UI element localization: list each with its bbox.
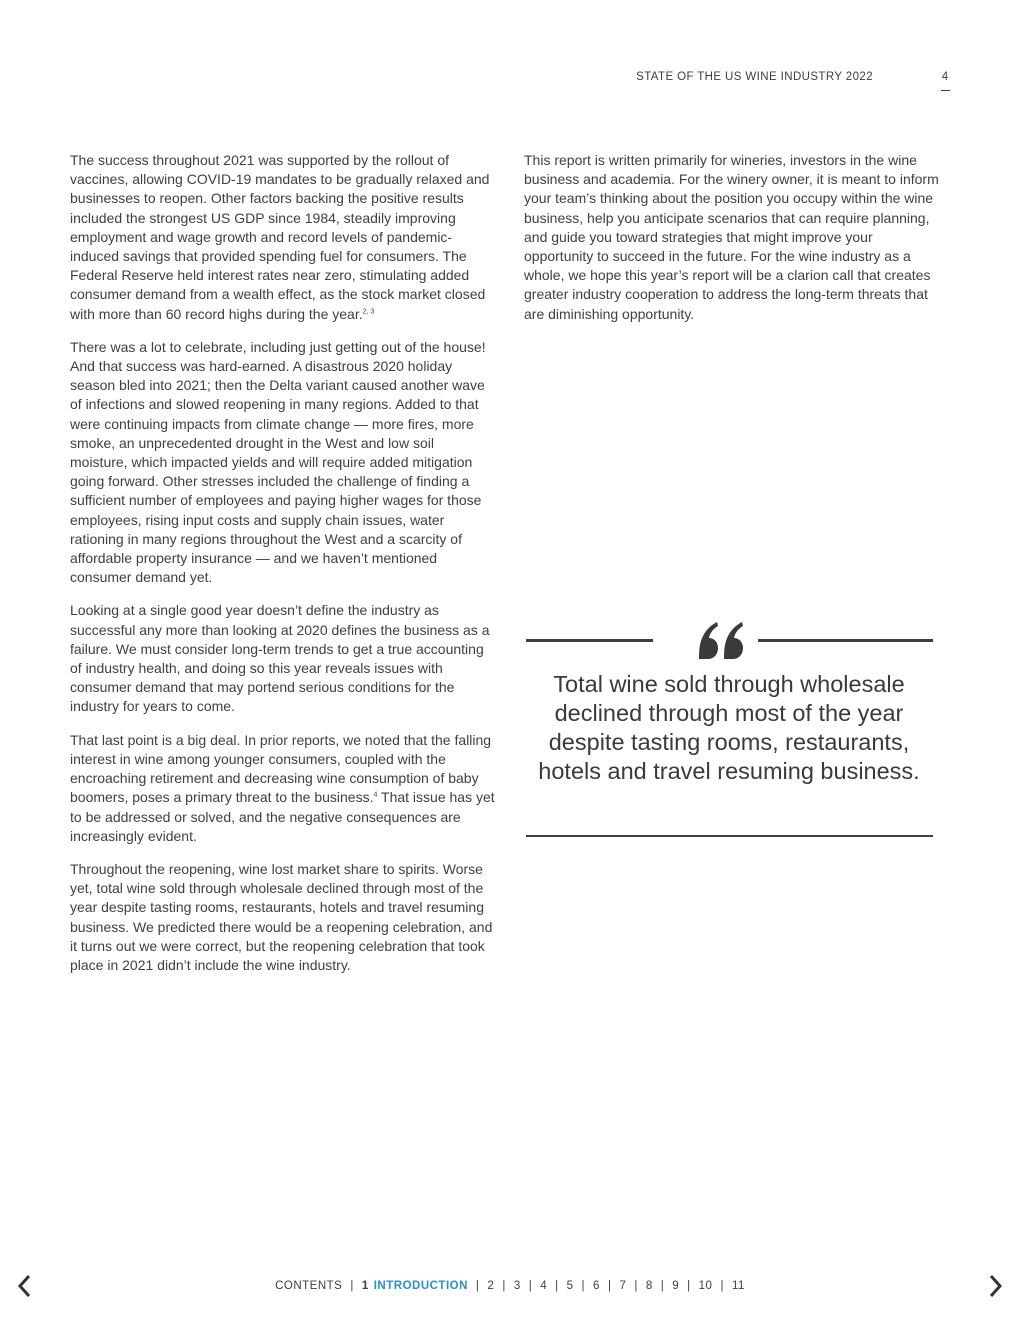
running-header-title: STATE OF THE US WINE INDUSTRY 2022: [636, 71, 873, 83]
paragraph-5: Throughout the reopening, wine lost market share to spirits. Worse yet, total wine sold through wholesale declined through most of the year despite tasting rooms, restaurants, hotels and travel resuming business. We predicted there would be a reopening celebration, and it turns out we were correct, but the reopening celebration that took place in 2021 didn’t include the wine industry.: [70, 860, 493, 973]
nav-separator: |: [634, 1280, 638, 1292]
paragraph-1: The success throughout 2021 was supported by the rollout of vaccines, allowing COVID-19 mandates to be gradually relaxed and businesses to reopen. Other factors backing the positive results included the strongest US GDP since 1984, steadily improving employment and wage growth and record levels of pandemic-induced savings that provided spending fuel for consumers. The Federal Reserve held interest rates near zero, stimulating added consumer demand from a wealth effect, as the stock market closed with more than 60 record highs during the year.$^{2, 3}$: [70, 152, 490, 322]
right-column: [524, 151, 940, 338]
nav-separator: |: [350, 1280, 354, 1292]
nav-separator: |: [475, 1280, 480, 1292]
nav-separator: |: [660, 1280, 665, 1292]
pull-quote-top-rule-left: [526, 639, 653, 642]
nav-page-link[interactable]: 9: [672, 1280, 680, 1292]
pull-quote-bottom-rule: [526, 835, 933, 837]
nav-separator: |: [555, 1280, 559, 1292]
footnote-ref-4: 4: [373, 791, 378, 799]
nav-separator: |: [581, 1280, 586, 1292]
footer-navigation: [0, 1280, 1020, 1292]
nav-page-link[interactable]: 11: [731, 1280, 745, 1292]
nav-page-link[interactable]: 3: [513, 1280, 521, 1292]
paragraph-2: There was a lot to celebrate, including just getting out of the house! And that success was hard-earned. A disastrous 2020 holiday season bled into 2021; then the Delta variant caused another wave of infections and slowed reopening in many regions. Added to that were continuing impacts from climate change — more fires, more smoke, an unprecedented drought in the West and low soil moisture, which impacted yields and will require added mitigation going forward. Other stresses included the challenge of finding a sufficient number of employees and paying higher wages for those employees, rising input costs and supply chain issues, water rationing in many regions throughout the West and a scarcity of affordable property insurance — and we haven’t mentioned consumer demand yet.: [70, 338, 486, 586]
page-number-underline: [941, 90, 950, 91]
nav-page-link[interactable]: 7: [619, 1280, 627, 1292]
nav-page-link[interactable]: 4: [540, 1280, 548, 1292]
nav-introduction-link[interactable]: INTRODUCTION: [373, 1280, 468, 1292]
nav-page-link[interactable]: 10: [698, 1280, 713, 1292]
nav-page-link[interactable]: 6: [593, 1280, 600, 1292]
nav-separator: |: [607, 1280, 612, 1292]
nav-page-link[interactable]: 8: [645, 1280, 653, 1292]
left-column: [70, 151, 495, 989]
nav-contents-link[interactable]: CONTENTS: [275, 1280, 343, 1292]
paragraph-4: That last point is a big deal. In prior reports, we noted that the falling interest in wine among younger consumers, coupled with the encroaching retirement and decreasing wine consumption of baby boomers, poses a primary threat to the business.$^4$ That issue has yet to be addressed or solved, and the negative consequences are increasingly evident.: [70, 731, 495, 844]
paragraph-3: Looking at a single good year doesn’t define the industry as successful any more than looking at 2020 defines the business as a failure. We must consider long-term trends to get a true accounting of industry health, and doing so this year reveals issues with consumer demand that may portend serious conditions for the industry for years to come.: [70, 602, 490, 715]
nav-page-link[interactable]: 2: [487, 1280, 495, 1292]
page-number: 4: [941, 71, 949, 83]
nav-separator: |: [528, 1280, 533, 1292]
nav-page-link[interactable]: 5: [566, 1280, 574, 1292]
footnote-ref-2-3: 2, 3: [362, 307, 375, 315]
nav-separator: |: [687, 1280, 691, 1292]
quote-icon: [695, 622, 747, 660]
nav-active-number[interactable]: 1: [361, 1280, 369, 1292]
paragraph-intro-audience: This report is written primarily for wineries, investors in the wine business and academia. For the winery owner, it is meant to inform your team’s thinking about the position you occupy within the wine business, help you anticipate scenarios that can require planning, and guide you toward strategies that might improve your opportunity to succeed in the future. For the wine industry as a whole, we hope this year’s report will be a clarion call that creates greater industry cooperation to address the long-term threats that are diminishing opportunity.: [524, 152, 939, 322]
nav-separator: |: [502, 1280, 506, 1292]
nav-separator: |: [720, 1280, 724, 1292]
pull-quote-top-rule-right: [758, 639, 933, 642]
pull-quote-text: Total wine sold through wholesale declined through most of the year despite tasting rooms, restaurants, hotels and travel resuming business.: [538, 671, 920, 784]
